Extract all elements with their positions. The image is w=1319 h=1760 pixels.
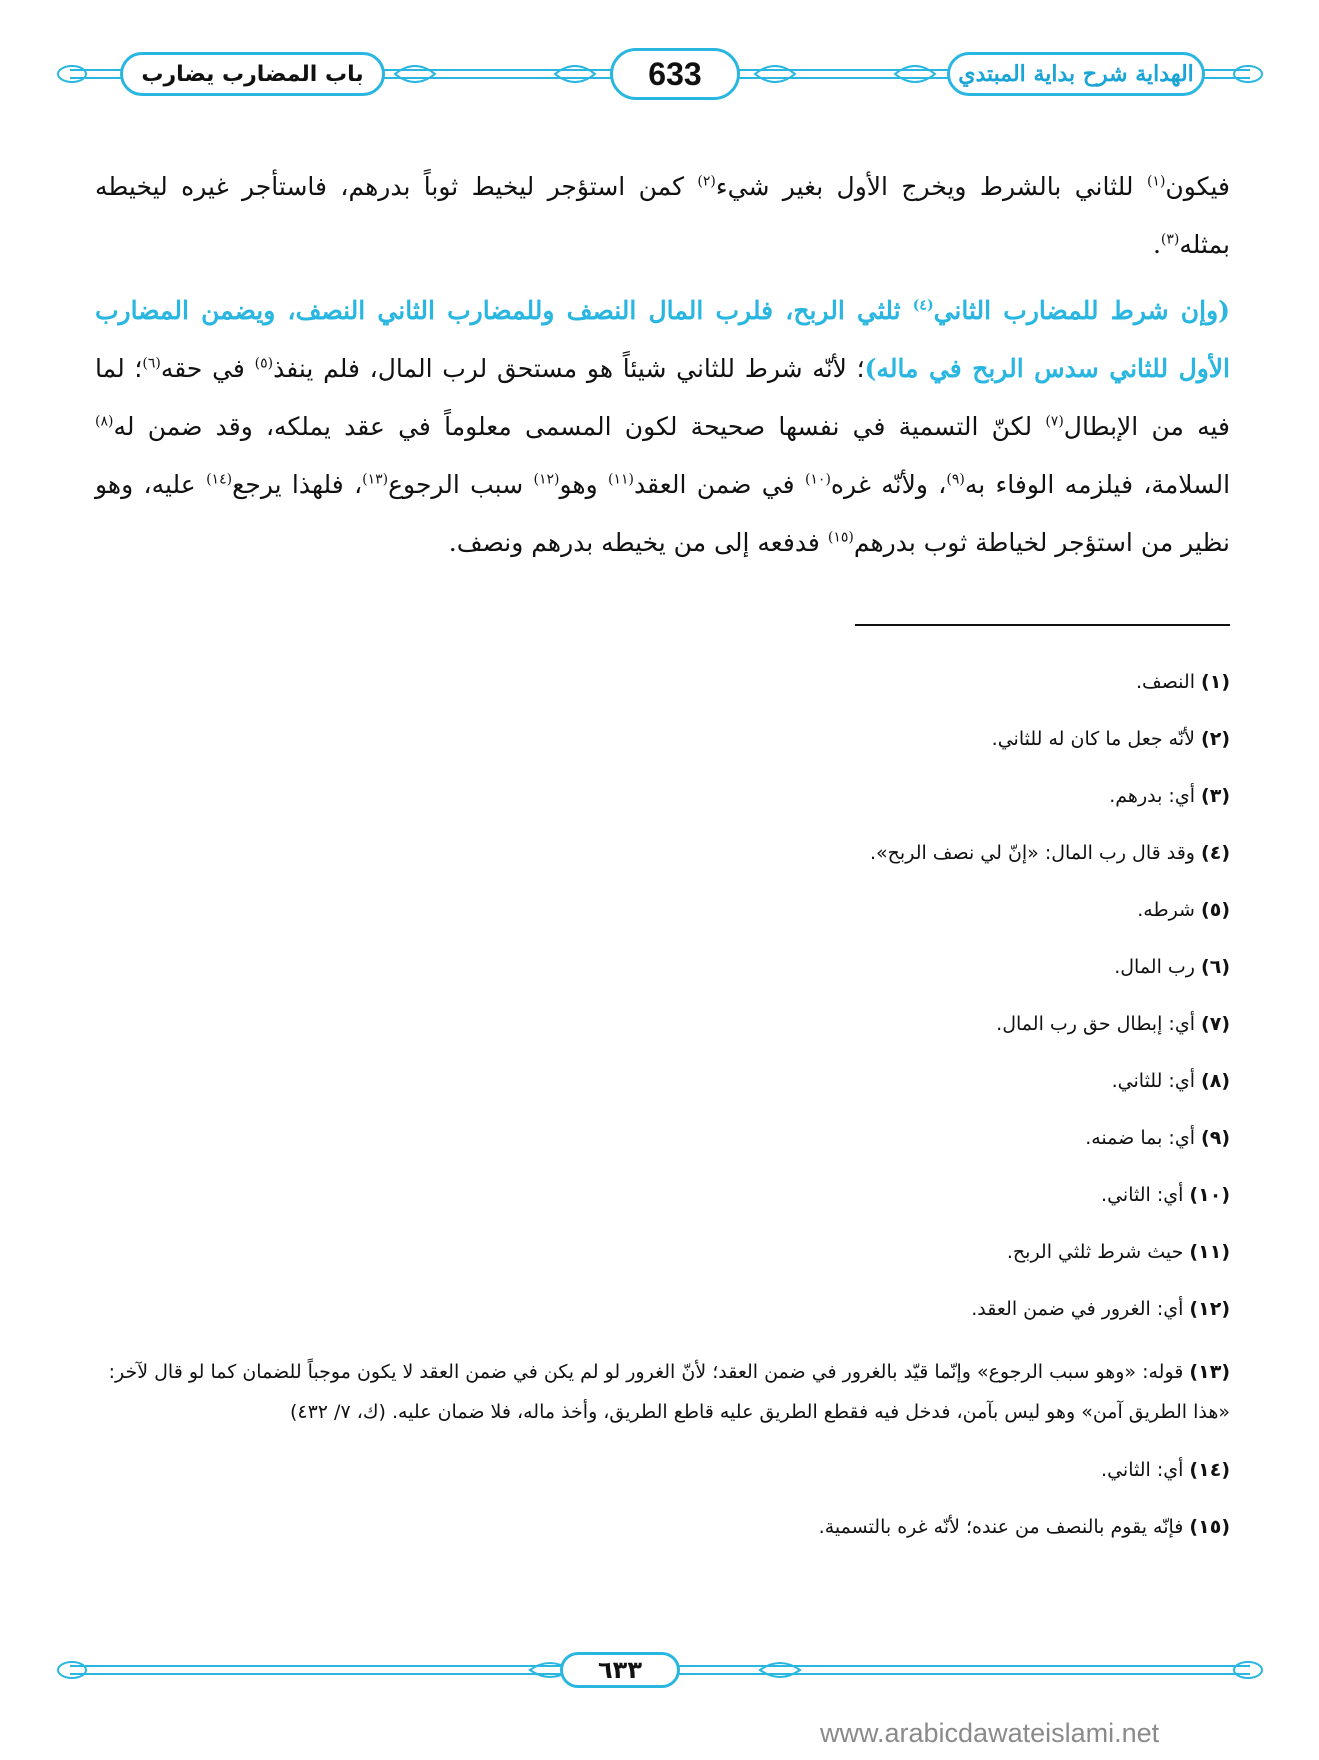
footnote-ref: (٣) <box>1160 231 1180 248</box>
footnote-separator <box>855 624 1230 626</box>
footnote-4: (٤) وقد قال رب المال: «إنّ لي نصف الربح». <box>870 842 1230 864</box>
header-page-number: 633 <box>610 48 740 100</box>
paragraph-2: (وإن شرط للمضارب الثاني$^{(٤)}$ ثلثي الربح، فلرب المال النصف وللمضارب الثاني النصف، ويضمن المضارب الأول للثاني سدس الربح في ماله)؛ لأنّه شرط للثاني شيئاً هو مستحق لرب المال، فلم ينفذ$^{(٥)}$ في حقه$^{(٦)}$؛ لما فيه من الإبطال$^{(٧)}$ لكنّ التسمية في نفسها صحيحة لكون المسمى معلوماً في عقد يملكه، وقد ضمن له$^{(٨)}$ السلامة، فيلزمه الوفاء به$^{(٩)}$، ولأنّه غره$^{(١٠)}$ في ضمن العقد$^{(١١)}$ وهو$^{(١٢)}$ سبب الرجوع$^{(١٣)}$، فلهذا يرجع$^{(١٤)}$ عليه، وهو نظير من استؤجر لخياطة ثوب بدرهم$^{(١٥)}$ فدفعه إلى من يخيطه بدرهم ونصف. <box>95 296 1231 557</box>
footnote-ref: (٩) <box>946 471 965 488</box>
footnote-ref: (١٢) <box>533 471 560 488</box>
footnote-ref: (٧) <box>1045 413 1064 430</box>
footnote-8: (٨) أي: للثاني. <box>1111 1070 1230 1092</box>
footnote-10: (١٠) أي: الثاني. <box>1101 1184 1230 1206</box>
footnote-13: (١٣) قوله: «وهو سبب الرجوع» وإنّما قيّد بالغرور في ضمن العقد؛ لأنّ الغرور لو لم يكن في ضمن العقد لا يكون موجباً للضمان كما لو قال لآخر: «هذا الطريق آمن» وهو ليس بآمن، فدخل فيه فقطع الطريق عليه قاطع الطريق، وأخذ ماله، فلا ضمان عليه. (ك، ٧/ ٤٣٢) <box>108 1361 1230 1423</box>
footnote-12: (١٢) أي: الغرور في ضمن العقد. <box>971 1298 1230 1320</box>
footnote-ref: (١٠) <box>804 471 831 488</box>
footnotes <box>95 668 1230 1570</box>
footnote-14: (١٤) أي: الثاني. <box>1101 1459 1230 1481</box>
footnote-3: (٣) أي: بدرهم. <box>1109 785 1230 807</box>
footer-page-number: ٦٣٣ <box>560 1652 680 1688</box>
page-header <box>50 42 1270 108</box>
footnote-ref: (٦) <box>142 355 161 372</box>
book-title: الهداية شرح بداية المبتدي <box>947 52 1205 96</box>
footnote-ref: (٢) <box>697 173 716 190</box>
footnote-ref: (١٤) <box>206 471 233 488</box>
matn-highlight: (وإن شرط للمضارب الثاني <box>933 296 1230 325</box>
footnote-ref: (٨) <box>95 413 114 430</box>
matn-highlight: ثلثي الربح، فلرب المال النصف وللمضارب الثاني النصف، ويضمن المضارب الأول للثاني سدس الربح في ماله) <box>95 296 1231 383</box>
footnote-7: (٧) أي: إبطال حق رب المال. <box>996 1013 1230 1035</box>
footnote-2: (٢) لأنّه جعل ما كان له للثاني. <box>991 728 1230 750</box>
footnote-9: (٩) أي: بما ضمنه. <box>1085 1127 1230 1149</box>
footnote-1: (١) النصف. <box>1135 671 1230 693</box>
footnote-11: (١١) حيث شرط ثلثي الربح. <box>1006 1241 1230 1263</box>
footnote-ref: (١٥) <box>827 529 854 546</box>
chapter-title: باب المضارب يضارب <box>120 52 385 96</box>
website-url[interactable]: www.arabicdawateislami.net <box>820 1718 1160 1748</box>
footnote-15: (١٥) فإنّه يقوم بالنصف من عنده؛ لأنّه غره بالتسمية. <box>818 1516 1230 1538</box>
footnote-6: (٦) رب المال. <box>1114 956 1230 978</box>
footnote-5: (٥) شرطه. <box>1137 899 1230 921</box>
footnote-ref: (٥) <box>254 355 274 372</box>
footnote-ref: (١١) <box>608 471 634 488</box>
paragraph-1: فيكون$^{(١)}$ للثاني بالشرط ويخرج الأول بغير شيء$^{(٢)}$ كمن استؤجر ليخيط ثوباً بدرهم، فاستأجر غيره ليخيطه بمثله$^{(٣)}$. <box>95 172 1230 259</box>
main-text <box>95 158 1230 572</box>
footnote-ref: (١٣) <box>362 471 389 488</box>
footnote-ref: (٤) <box>912 297 934 314</box>
footnote-ref: (١) <box>1146 173 1166 190</box>
